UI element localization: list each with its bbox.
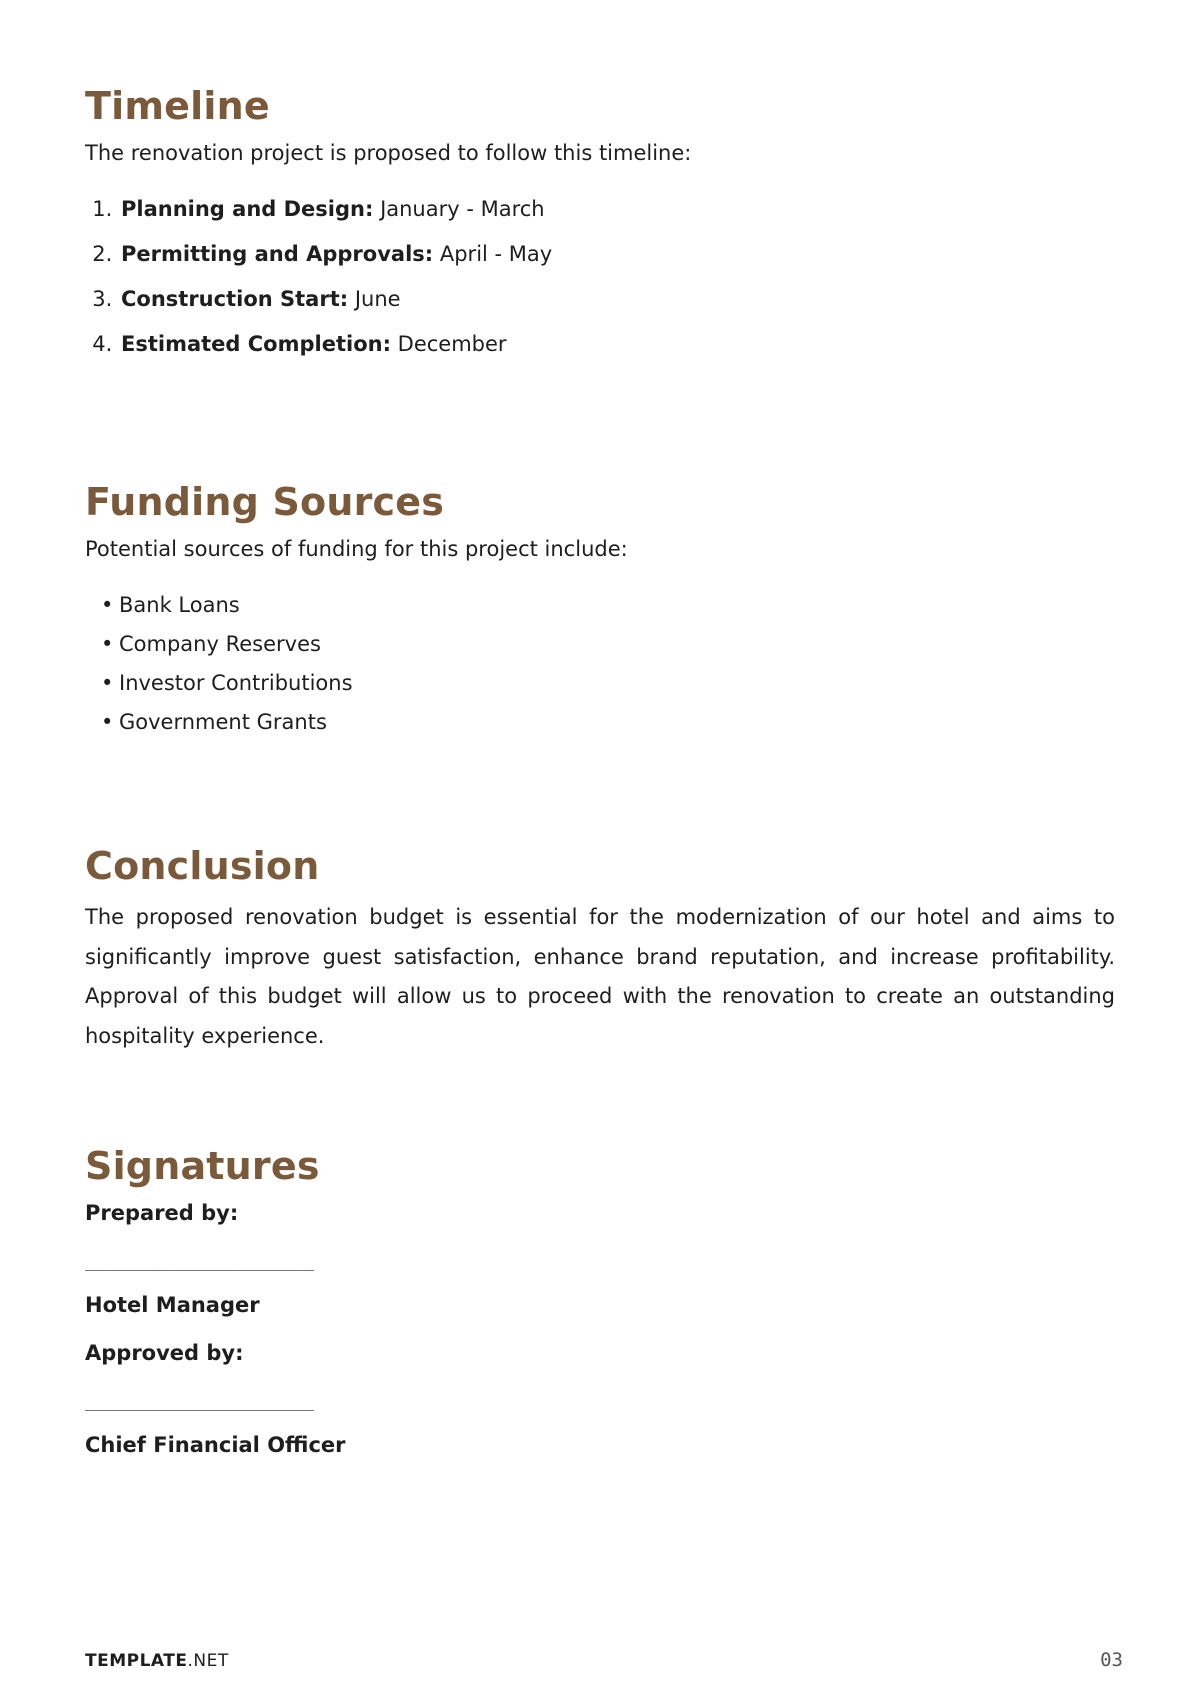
timeline-item-value: December: [397, 332, 507, 356]
funding-item: • Company Reserves: [119, 629, 1115, 659]
prepared-role: Hotel Manager: [85, 1293, 260, 1317]
approved-by-label: Approved by:: [85, 1341, 244, 1365]
signatures-heading: Signatures: [85, 1144, 320, 1188]
funding-section: [85, 474, 1115, 737]
conclusion-section: [85, 838, 1115, 1056]
timeline-item-value: June: [354, 287, 401, 311]
approved-signature-line: _________________________: [85, 1392, 314, 1411]
funding-intro: Potential sources of funding for this project include:: [85, 537, 628, 561]
approved-role: Chief Financial Officer: [85, 1433, 346, 1457]
funding-item: • Government Grants: [119, 707, 1115, 737]
timeline-item-value: January - March: [380, 197, 545, 221]
section-spacer: [85, 374, 1115, 474]
timeline-item-label: Permitting and Approvals:: [121, 242, 434, 266]
prepared-signature-line: _________________________: [85, 1252, 314, 1271]
funding-heading: Funding Sources: [85, 480, 445, 524]
timeline-item: [119, 194, 1115, 224]
timeline-item: [119, 329, 1115, 359]
brand-suffix: .NET: [187, 1651, 229, 1671]
timeline-item-label: Planning and Design:: [121, 197, 374, 221]
page-content: [85, 78, 1115, 1460]
footer-brand-logo: [85, 1650, 229, 1672]
timeline-item-label: Construction Start:: [121, 287, 349, 311]
funding-item: • Bank Loans: [119, 590, 1115, 620]
timeline-item-label: Estimated Completion:: [121, 332, 391, 356]
timeline-section: [85, 78, 1115, 359]
brand-bold: TEMPLATE: [85, 1651, 188, 1671]
funding-item: • Investor Contributions: [119, 668, 1115, 698]
timeline-item: [119, 239, 1115, 269]
prepared-by-label: Prepared by:: [85, 1201, 239, 1225]
section-spacer: [85, 746, 1115, 838]
timeline-heading: Timeline: [85, 84, 270, 128]
page-number: 03: [1100, 1649, 1123, 1671]
timeline-item: [119, 284, 1115, 314]
conclusion-heading: Conclusion: [85, 844, 320, 888]
funding-list: [85, 590, 1115, 737]
timeline-list: [85, 194, 1115, 359]
timeline-item-value: April - May: [439, 242, 553, 266]
section-spacer: [85, 1056, 1115, 1138]
conclusion-body: The proposed renovation budget is essential for the modernization of our hotel and aims to significantly improve guest satisfaction, enhance brand reputation, and increase profitability. Approval of this budget will allow us to proceed with the renovation to create an outstanding hospitality experience.: [85, 905, 1115, 1048]
timeline-intro: The renovation project is proposed to follow this timeline:: [85, 141, 692, 165]
signatures-section: [85, 1138, 1115, 1460]
